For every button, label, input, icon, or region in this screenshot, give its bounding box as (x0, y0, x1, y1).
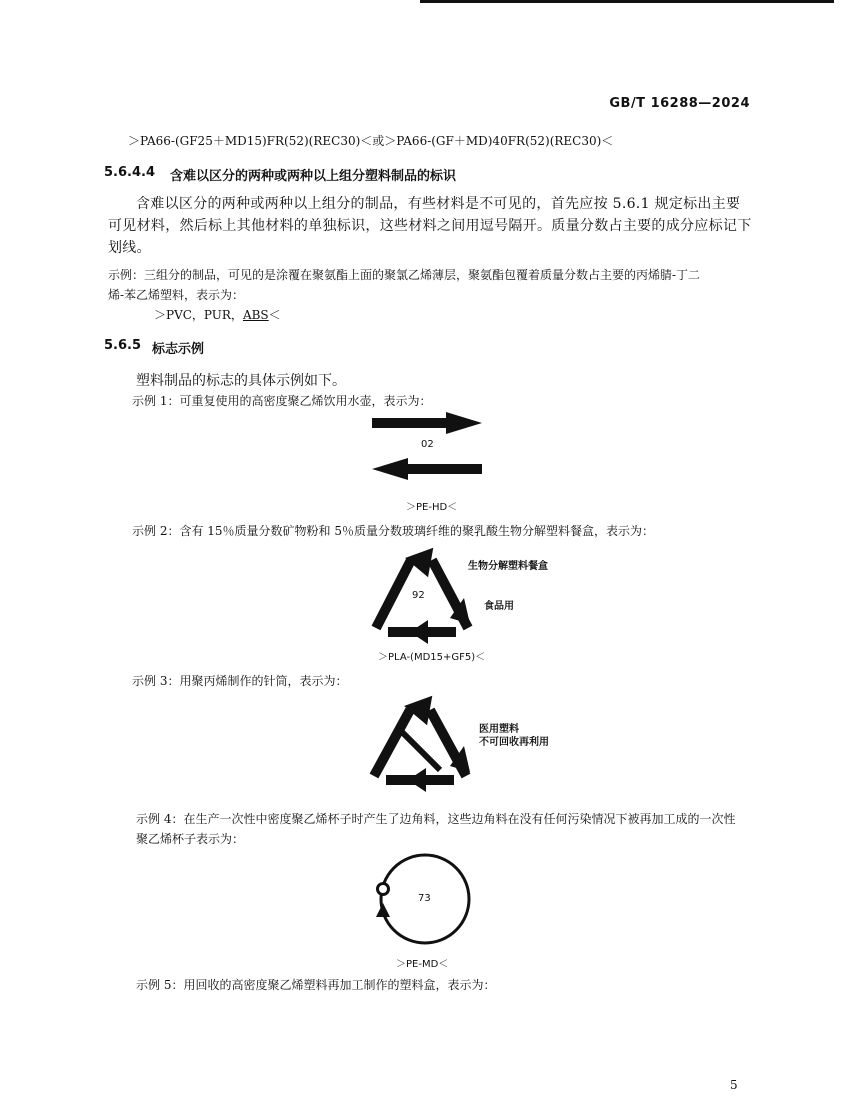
code-pvc-pur-abs (154, 306, 281, 323)
section-title-5644: 含难以区分的两种或两种以上组分塑料制品的标识 (170, 169, 457, 184)
circle-start-dot-icon (378, 884, 389, 895)
example-3-label-2: 不可回收再利用 (479, 737, 549, 748)
paragraph-5644: 含难以区分的两种或两种以上组分的制品，有些材料是不可见的，首先应按 5.6.1 规定标出主要可见材料，然后标上其他材料的单独标识，这些材料之间用逗号隔开。质量分数占主要的成分应标记下划线。 (108, 196, 752, 256)
example-1-code: ＞PE-HD＜ (406, 502, 458, 513)
standard-number: GB/T 16288—2024 (609, 96, 750, 111)
example-1-number: 02 (421, 439, 434, 450)
example-4-caption-line-2: 聚乙烯杯子表示为： (136, 832, 245, 846)
example-2-label-1: 生物分解塑料餐盒 (468, 561, 548, 572)
example-2-number: 92 (412, 590, 425, 601)
left-arrow-icon (372, 458, 482, 480)
code-suffix: ＜ (268, 308, 281, 322)
example-4-number: 73 (418, 893, 431, 904)
section-number-565: 5.6.5 (104, 338, 142, 353)
example-line-2: 烯-苯乙烯塑料，表示为： (108, 288, 245, 302)
circle-arrow-icon (376, 903, 390, 917)
top-rule (420, 0, 834, 3)
triangle-arrow-bottom-icon (408, 768, 426, 792)
right-arrow-icon (372, 412, 482, 434)
code-underlined: ABS (242, 308, 269, 322)
page-number: 5 (730, 1078, 738, 1092)
code-prefix: ＞PVC，PUR， (154, 308, 243, 322)
example-2-caption: 示例 2：含有 15％质量分数矿物粉和 5％质量分数玻璃纤维的聚乳酸生物分解塑料餐盒，表示为： (132, 524, 654, 538)
formula-line: ＞PA66-(GF25＋MD15)FR(52)(REC30)＜或＞PA66-(GF＋MD)40FR(52)(REC30)＜ (128, 134, 614, 148)
example-line-1: 示例：三组分的制品，可见的是涂覆在聚氨酯上面的聚氯乙烯薄层，聚氨酯包覆着质量分数占主要的丙烯腈-丁二 (108, 268, 701, 282)
example-2-code: ＞PLA-(MD15+GF5)＜ (378, 652, 486, 663)
example-2-label-2: 食品用 (484, 601, 514, 612)
example-3-label-1: 医用塑料 (479, 724, 519, 735)
example-1-caption: 示例 1：可重复使用的高密度聚乙烯饮用水壶，表示为： (132, 394, 432, 408)
example-5-caption: 示例 5：用回收的高密度聚乙烯塑料再加工制作的塑料盒，表示为： (136, 978, 496, 992)
triangle-arrow-bottom-icon (410, 620, 428, 644)
example-4-caption-line-1: 示例 4：在生产一次性中密度聚乙烯杯子时产生了边角料，这些边角料在没有任何污染情况下被再加工成的一次性 (136, 812, 736, 826)
example-3-caption: 示例 3：用聚丙烯制作的针筒，表示为： (132, 674, 348, 688)
recycling-triangle-crossed-symbol (366, 690, 476, 790)
example-4-code: ＞PE-MD＜ (396, 959, 449, 970)
section-title-565: 标志示例 (152, 342, 205, 357)
cross-line-icon (402, 732, 440, 770)
section-intro-565: 塑料制品的标志的具体示例如下。 (136, 373, 346, 389)
section-number-5644: 5.6.4.4 (104, 165, 155, 180)
